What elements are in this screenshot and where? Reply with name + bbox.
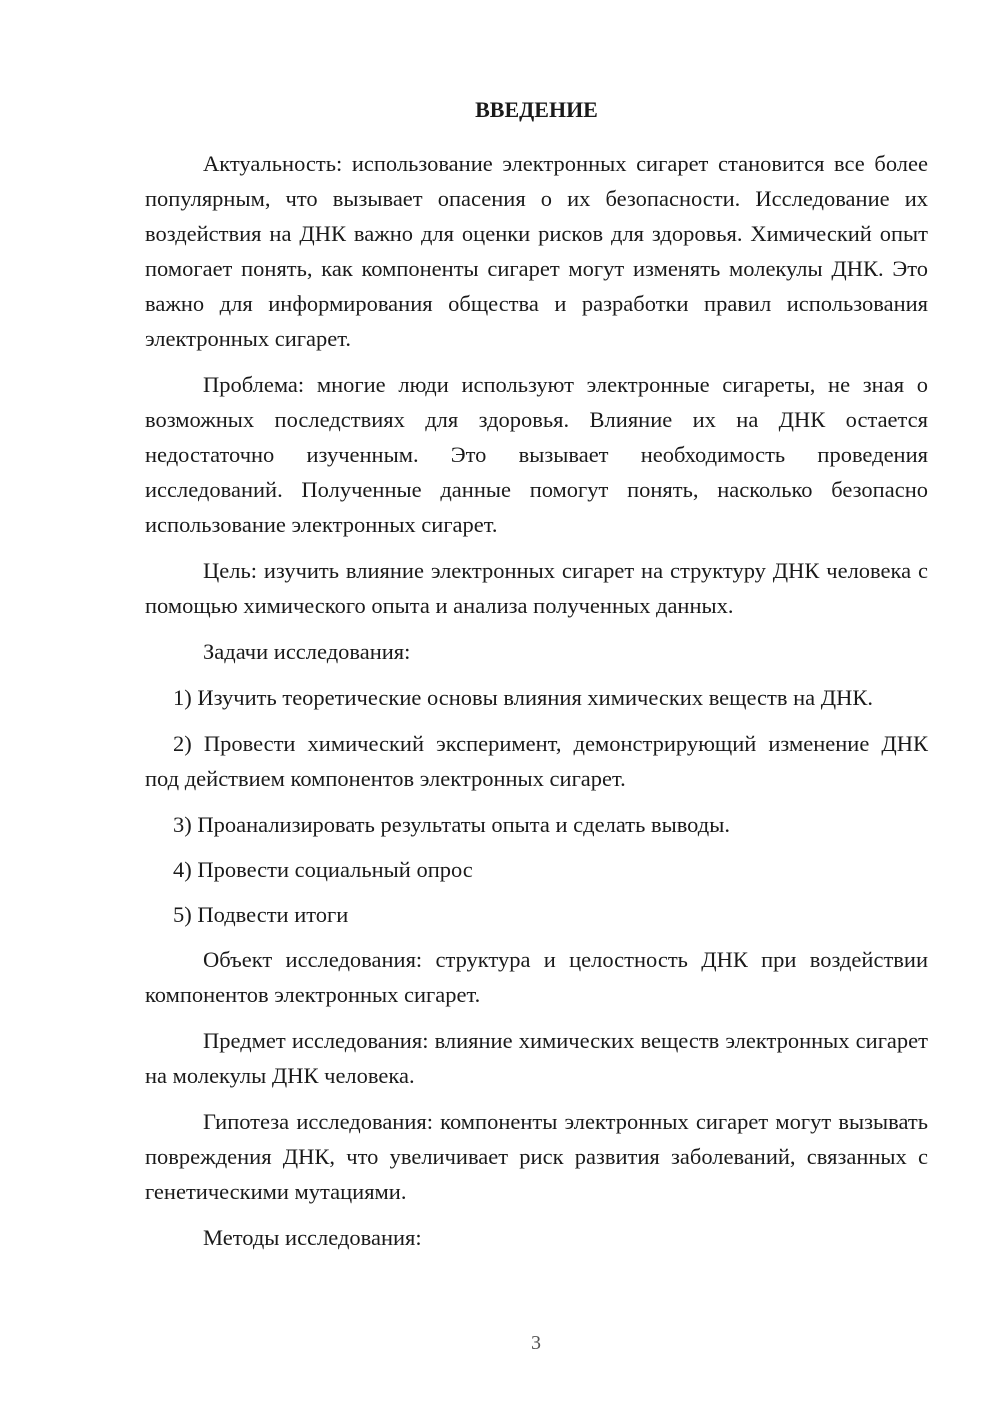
document-page bbox=[145, 92, 928, 1266]
methods-heading: Методы исследования: bbox=[203, 1225, 422, 1250]
tasks-heading: Задачи исследования: bbox=[203, 639, 411, 664]
task-item-2: 2) Провести химический эксперимент, демонстрирующий изменение ДНК под действием компонентов электронных сигарет. bbox=[145, 731, 928, 791]
page-title: ВВЕДЕНИЕ bbox=[475, 97, 598, 122]
relevance-paragraph: Актуальность: использование электронных сигарет становится все более популярным, что вызывает опасения о их безопасности. Исследование их воздействия на ДНК важно для оценки рисков для здоровья. Химический опыт помогает понять, как компоненты сигарет могут изменять молекулы ДНК. Это важно для информирования общества и разработки правил использования электронных сигарет. bbox=[145, 151, 928, 351]
task-item-4: 4) Провести социальный опрос bbox=[173, 857, 473, 882]
task-item-5: 5) Подвести итоги bbox=[173, 902, 349, 927]
hypothesis-paragraph: Гипотеза исследования: компоненты электронных сигарет могут вызывать повреждения ДНК, что увеличивает риск развития заболеваний, связанных с генетическими мутациями. bbox=[145, 1109, 928, 1204]
subject-paragraph: Предмет исследования: влияние химических веществ электронных сигарет на молекулы ДНК человека. bbox=[145, 1028, 928, 1088]
problem-paragraph: Проблема: многие люди используют электронные сигареты, не зная о возможных последствиях для здоровья. Влияние их на ДНК остается недостаточно изученным. Это вызывает необходимость проведения исследований. Полученные данные помогут понять, насколько безопасно использование электронных сигарет. bbox=[145, 372, 928, 537]
page-number: 3 bbox=[531, 1332, 541, 1354]
goal-paragraph: Цель: изучить влияние электронных сигарет на структуру ДНК человека с помощью химического опыта и анализа полученных данных. bbox=[145, 558, 928, 618]
task-item-1: 1) Изучить теоретические основы влияния химических веществ на ДНК. bbox=[173, 685, 873, 710]
task-item-3: 3) Проанализировать результаты опыта и сделать выводы. bbox=[173, 812, 730, 837]
object-paragraph: Объект исследования: структура и целостность ДНК при воздействии компонентов электронных сигарет. bbox=[145, 947, 928, 1007]
